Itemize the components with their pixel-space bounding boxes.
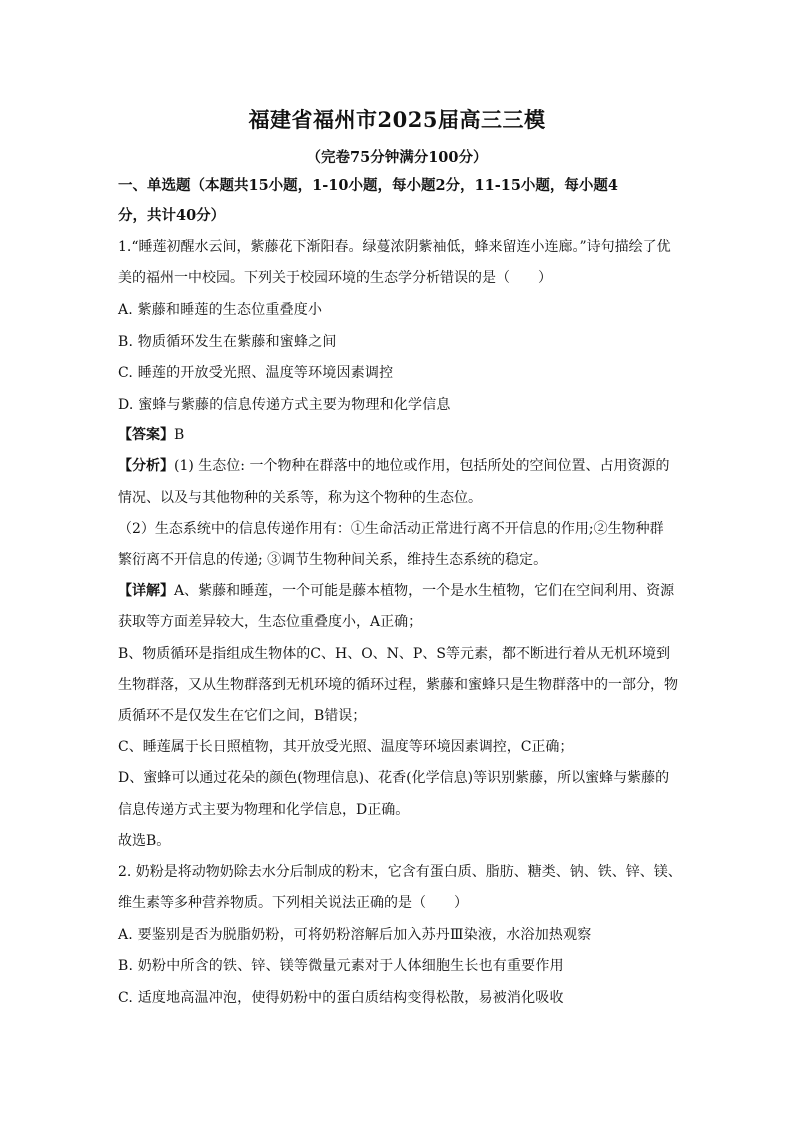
q1-analysis-line-3: （2）生态系统中的信息传递作用有：①生命活动正常进行离不开信息的作用;②生物种群 [118, 521, 664, 537]
section-heading-line-1: 一、单选题（本题共15小题，1-10小题，每小题2分，11-15小题，每小题4 [118, 177, 619, 194]
q2-option-c: C. 适度地高温冲泡，使得奶粉中的蛋白质结构变得松散，易被消化吸收 [118, 990, 564, 1006]
section-heading-line-2: 分，共计40分） [118, 207, 226, 224]
answer-value: B [174, 427, 185, 443]
q1-stem-line-2: 美的福州一中校园。下列关于校园环境的生态学分析错误的是（ ） [118, 270, 552, 286]
q1-answer [118, 425, 688, 445]
q1-detail-line-6: C、睡莲属于长日照植物，其开放受光照、温度等环境因素调控，C正确； [118, 739, 574, 755]
detail-tag: 【详解】 [118, 583, 174, 599]
q1-detail-line-1 [118, 581, 688, 601]
analysis-text-1: (1) 生态位: 一个物种在群落中的地位或作用，包括所处的空间位置、占用资源的 [174, 458, 670, 474]
q1-analysis-line-1 [118, 456, 688, 476]
q1-detail-line-7: D、蜜蜂可以通过花朵的颜色(物理信息)、花香(化学信息)等识别紫藤，所以蜜蜂与紫藤的 [118, 770, 670, 786]
q2-option-b: B. 奶粉中所含的铁、锌、镁等微量元素对于人体细胞生长也有重要作用 [118, 958, 564, 974]
page-title: 福建省福州市2025届高三三模 [248, 107, 546, 132]
q2-stem-line-1: 2. 奶粉是将动物奶除去水分后制成的粉末，它含有蛋白质、脂肪、糖类、钠、铁、锌、镁、 [118, 864, 682, 880]
q1-detail-line-3: B、物质循环是指组成生物体的C、H、O、N、P、S等元素，都不断进行着从无机环境到 [118, 646, 670, 662]
q1-stem-line-1: 1.“睡莲初醒水云间，紫藤花下渐阳春。绿蔓浓阴紫袖低，蜂来留连小连廊。”诗句描绘了优 [118, 239, 671, 255]
q1-conclusion: 故选B。 [118, 833, 171, 849]
q1-detail-line-5: 质循环不是仅发生在它们之间，B错误； [118, 708, 367, 724]
q2-option-a: A. 要鉴别是否为脱脂奶粉，可将奶粉溶解后加入苏丹Ⅲ染液，水浴加热观察 [118, 927, 592, 943]
q1-detail-line-8: 信息传递方式主要为物理和化学信息，D正确。 [118, 802, 410, 818]
q1-option-b: B. 物质循环发生在紫藤和蜜蜂之间 [118, 334, 337, 350]
q2-stem-line-2: 维生素等多种营养物质。下列相关说法正确的是（ ） [118, 895, 468, 911]
page-subtitle: （完卷75分钟满分100分） [306, 149, 488, 166]
answer-tag: 【答案】 [118, 427, 174, 443]
q1-option-a: A. 紫藤和睡莲的生态位重叠度小 [118, 302, 323, 318]
q1-detail-line-2: 获取等方面差异较大，生态位重叠度小，A正确； [118, 614, 423, 630]
q1-detail-line-4: 生物群落，又从生物群落到无机环境的循环过程，紫藤和蜜蜂只是生物群落中的一部分，物 [118, 677, 678, 693]
analysis-tag: 【分析】 [118, 458, 174, 474]
q1-option-c: C. 睡莲的开放受光照、温度等环境因素调控 [118, 365, 394, 381]
q1-analysis-line-2: 情况、以及与其他物种的关系等，称为这个物种的生态位。 [118, 490, 482, 506]
q1-option-d: D. 蜜蜂与紫藤的信息传递方式主要为物理和化学信息 [118, 397, 451, 413]
detail-text-1: A、紫藤和睡莲，一个可能是藤本植物，一个是水生植物，它们在空间利用、资源 [174, 583, 675, 599]
q1-analysis-line-4: 繁衍离不开信息的传递; ③调节生物种间关系，维持生态系统的稳定。 [118, 552, 548, 568]
